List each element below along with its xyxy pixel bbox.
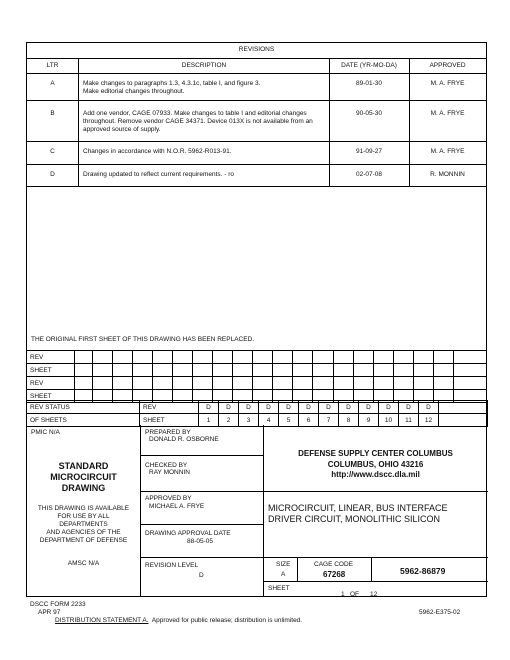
sheet-number: 12: [419, 414, 439, 427]
revision-level-label: REVISION LEVEL: [145, 562, 199, 569]
sheet-number: 2: [219, 414, 239, 427]
sheet-total: 12: [370, 591, 378, 598]
rev-ltr: A: [50, 80, 55, 87]
col-ltr-header: LTR: [46, 62, 59, 69]
cage-code-label: CAGE CODE: [314, 561, 354, 568]
sheet-number: 11: [399, 414, 419, 427]
rev-approved: M. A. FRYE: [430, 80, 465, 87]
grid-row-rev-2: [27, 377, 487, 390]
rev-description: Add one vendor, CAGE 07933. Make changes to table I and editorial changes throughout. Remove vendor CAGE 34371. Device 013X is not available from an approved source of supply.: [83, 110, 313, 133]
rev-value: D: [299, 401, 319, 414]
sheet-number: 4: [259, 414, 279, 427]
form-number: DSCC FORM 2233: [30, 601, 86, 608]
approved-by-label: APPROVED BY: [145, 495, 192, 502]
rev-ltr: D: [50, 171, 55, 178]
rev-value: D: [199, 401, 219, 414]
of-sheets-label: OF SHEETS: [27, 414, 140, 427]
rev-approved: R. MONNIN: [430, 171, 465, 178]
rev-description: Make changes to paragraphs 1.3, 4.3.1c, table I, and figure 3. Make editorial changes throughout.: [83, 80, 261, 95]
document-code: 5962-E375-02: [419, 609, 461, 616]
rev-value: D: [359, 401, 379, 414]
size-value: A: [281, 571, 286, 578]
checked-by-label: CHECKED BY: [145, 462, 188, 469]
grid-label: SHEET: [27, 390, 75, 403]
drawing-number: 5962-86879: [400, 566, 446, 576]
distribution-statement: [55, 617, 302, 625]
rev-sheet-grid: [26, 350, 487, 403]
rev-value: D: [259, 401, 279, 414]
rev-status-label: REV STATUS: [27, 401, 140, 414]
col-approved-header: APPROVED: [429, 62, 466, 69]
pmic-label: PMIC N/A: [31, 429, 60, 436]
amsc-label: AMSC N/A: [67, 560, 100, 567]
rev-description: Changes in accordance with N.O.R. 5962-R013-91.: [83, 148, 232, 155]
rev-ltr: B: [50, 110, 55, 117]
approval-date-label: DRAWING APPROVAL DATE: [145, 530, 231, 537]
grid-label: REV: [27, 351, 75, 364]
approval-date: 88-05-05: [187, 538, 214, 545]
rev-date: 90-05-30: [355, 110, 383, 117]
prepared-by-name: DONALD R. OSBORNE: [149, 436, 219, 443]
sheet-number-current: 1: [341, 591, 345, 598]
checked-by-name: RAY MONNIN: [149, 469, 190, 476]
col-date-header: DATE (YR-MO-DA): [341, 62, 397, 69]
sheet-label: SHEET: [268, 585, 290, 592]
rev-value: D: [379, 401, 399, 414]
grid-label: REV: [27, 377, 75, 390]
rev-value: D: [419, 401, 439, 414]
col-description-header: DESCRIPTION: [181, 62, 227, 69]
distribution-label: DISTRIBUTION STATEMENT A.: [55, 617, 149, 624]
revisions-title: REVISIONS: [238, 46, 275, 53]
agency-block: DEFENSE SUPPLY CENTER COLUMBUS COLUMBUS, OHIO 43216 http://www.dscc.dla.mil: [298, 449, 453, 479]
sheet-label: SHEET: [140, 414, 199, 427]
rev-value: D: [339, 401, 359, 414]
drawing-title: MICROCIRCUIT, LINEAR, BUS INTERFACE DRIVER CIRCUIT, MONOLITHIC SILICON: [268, 503, 448, 524]
rev-date: 89-01-30: [355, 80, 383, 87]
sheet-number: 10: [379, 414, 399, 427]
title-block: [26, 425, 487, 597]
grid-label: SHEET: [27, 364, 75, 377]
replaced-sheet-note: THE ORIGINAL FIRST SHEET OF THIS DRAWING HAS BEEN REPLACED.: [31, 336, 255, 343]
revision-level: D: [199, 572, 204, 579]
rev-value: D: [239, 401, 259, 414]
rev-value: D: [399, 401, 419, 414]
standard-microcircuit-drawing: STANDARD MICROCIRCUIT DRAWING: [50, 461, 117, 493]
rev-value: D: [319, 401, 339, 414]
approved-by-name: MICHAEL A. FRYE: [149, 503, 205, 510]
sheet-number: 7: [319, 414, 339, 427]
cage-code-value: 67268: [323, 570, 346, 579]
rev-value: D: [279, 401, 299, 414]
grid-row-sheet-1: [27, 364, 487, 377]
rev-description: Drawing updated to reflect current requirements. - ro: [83, 171, 235, 178]
sheet-number: 5: [279, 414, 299, 427]
rev-label: REV: [140, 401, 199, 414]
rev-date: 02-07-08: [355, 171, 383, 178]
form-date: APR 97: [38, 609, 61, 616]
rev-date: 91-09-27: [355, 148, 383, 155]
rev-value: D: [219, 401, 239, 414]
availability-statement: THIS DRAWING IS AVAILABLE FOR USE BY ALL DEPARTMENTS AND AGENCIES OF THE DEPARTMENT OF DEFENSE: [37, 505, 130, 544]
prepared-by-label: PREPARED BY: [145, 429, 191, 436]
grid-row-rev-1: [27, 351, 487, 364]
sheet-number: 1: [199, 414, 219, 427]
sheet-number: 6: [299, 414, 319, 427]
distribution-text: Approved for public release; distribution is unlimited.: [148, 617, 303, 624]
sheet-number: 9: [359, 414, 379, 427]
rev-approved: M. A. FRYE: [430, 110, 465, 117]
rev-approved: M. A. FRYE: [430, 148, 465, 155]
sheet-number: 3: [239, 414, 259, 427]
rev-ltr: C: [50, 148, 55, 155]
rev-status-grid: [26, 400, 488, 427]
size-label: SIZE: [276, 561, 291, 568]
sheet-number: 8: [339, 414, 359, 427]
sheet-of-label: OF: [350, 591, 360, 598]
